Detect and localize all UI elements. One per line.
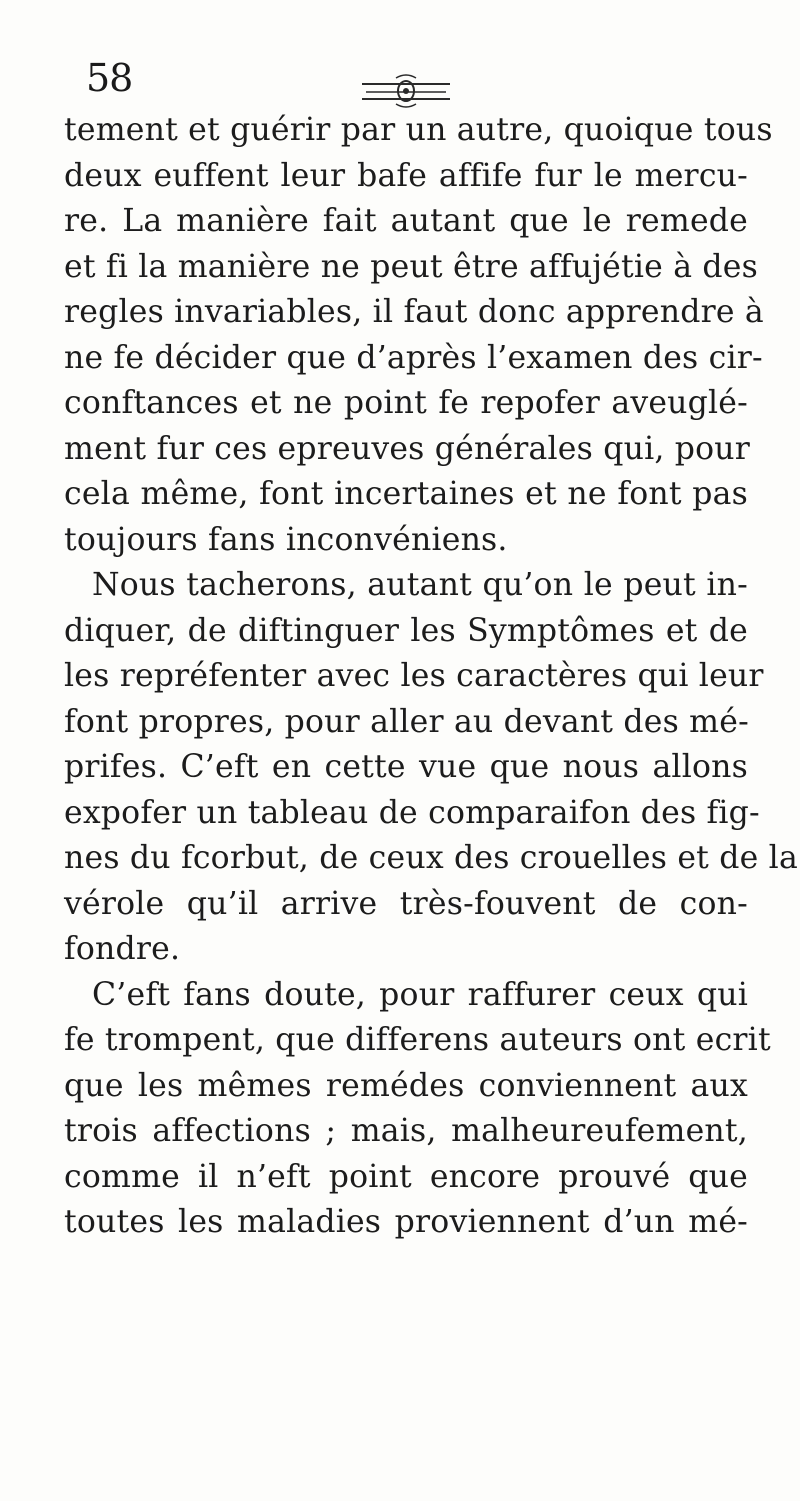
text-line: regles invariables, il faut donc apprendre à [64, 294, 764, 330]
page-number: 58 [86, 56, 133, 100]
text-line: expofer un tableau de comparaifon des fig- [64, 794, 760, 831]
text-line: Nous tacherons, autant qu’on le peut in- [92, 567, 748, 603]
text-line: et fi la manière ne peut être affujétie à des [64, 248, 758, 285]
text-line: ment fur ces epreuves générales qui, pour [64, 430, 751, 467]
text-line: toujours fans inconvéniens. [64, 521, 508, 558]
text-line: que les mêmes remédes conviennent aux [64, 1067, 748, 1104]
text-line: comme il n’eft point encore prouvé que [64, 1158, 748, 1195]
text-line: vérole qu’il arrive très-fouvent de con- [64, 885, 748, 922]
text-line: deux euffent leur bafe affife fur le mercu- [64, 157, 748, 194]
text-line: conftances et ne point fe repofer aveuglé- [64, 385, 748, 421]
header-ornament-icon [360, 70, 452, 110]
text-line: font propres, pour aller au devant des mé- [64, 703, 749, 740]
text-line: fondre. [64, 931, 181, 967]
text-line: cela même, font incertaines et ne font pas [64, 476, 748, 512]
text-line: C’eft fans doute, pour raffurer ceux qui [92, 976, 748, 1013]
text-line: re. La manière fait autant que le remede [64, 203, 748, 239]
text-line: nes du fcorbut, de ceux des crouelles et de la [64, 840, 798, 876]
text-line: prifes. C’eft en cette vue que nous allons [64, 749, 748, 785]
text-line: fe trompent, que differens auteurs ont ecrit [64, 1022, 771, 1058]
text-line: toutes les maladies proviennent d’un mé- [64, 1204, 748, 1240]
text-line: diquer, de diftinguer les Symptômes et de [64, 612, 748, 649]
text-line: ne fe décider que d’après l’examen des cir- [64, 339, 763, 376]
body-text [64, 108, 798, 1246]
text-line: les repréfenter avec les caractères qui leur [64, 658, 764, 694]
text-line: trois affections ; mais, malheureufement, [64, 1113, 748, 1149]
text-line: tement et guérir par un autre, quoique tous [64, 112, 773, 148]
